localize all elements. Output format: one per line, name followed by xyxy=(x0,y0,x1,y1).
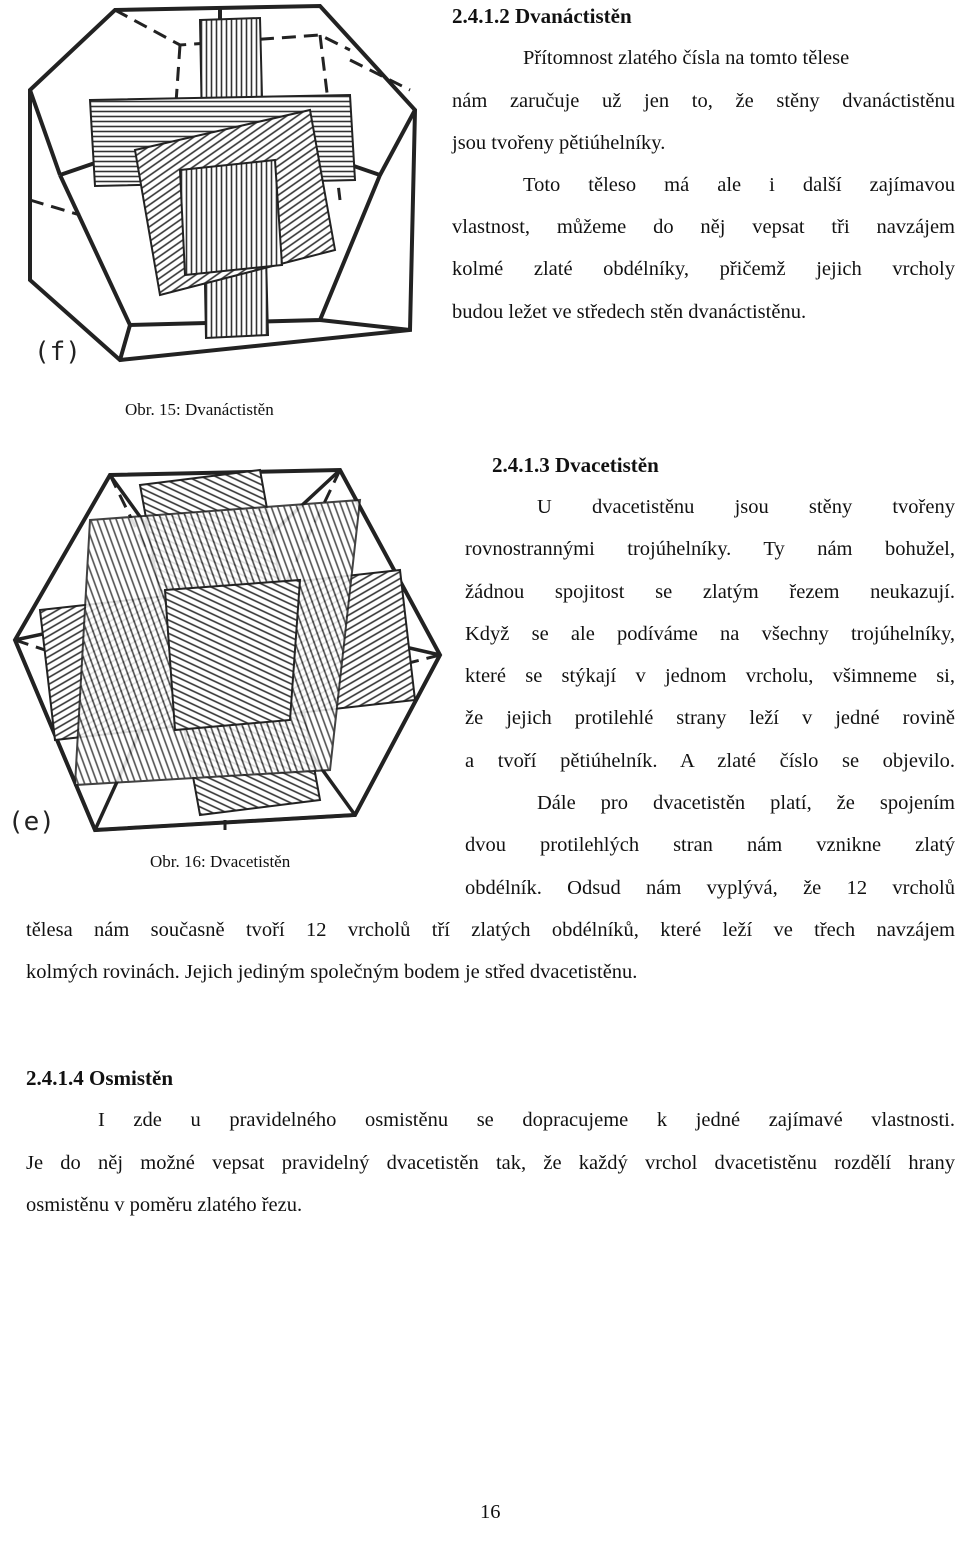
paragraph-line: Dále pro dvacetistěn platí, že spojením xyxy=(537,792,955,814)
paragraph-line: Přítomnost zlatého čísla na tomto tělese xyxy=(523,47,850,69)
figure-icosahedron-label: (e) xyxy=(8,807,55,837)
figure-caption-dodecahedron: Obr. 15: Dvanáctistěn xyxy=(125,400,274,419)
paragraph-line: osmistěnu v poměru zlatého řezu. xyxy=(26,1194,303,1216)
figure-icosahedron xyxy=(0,440,448,840)
heading-dodecahedron: 2.4.1.2 Dvanáctistěn xyxy=(452,4,632,28)
paragraph-line: že jejich protilehlé strany leží v jedné rovině xyxy=(465,707,955,729)
paragraph-line: vlastnost, můžeme do něj vepsat tři navzájem xyxy=(452,216,955,238)
paragraph-line: rovnostrannými trojúhelníky. Ty nám bohužel, xyxy=(465,538,955,560)
figure-dodecahedron xyxy=(20,0,432,372)
heading-octahedron: 2.4.1.4 Osmistěn xyxy=(26,1066,173,1090)
paragraph-line: obdélník. Odsud nám vyplývá, že 12 vrcholů xyxy=(465,877,955,899)
paragraph-line: tělesa nám současně tvoří 12 vrcholů tří zlatých obdélníků, které leží ve třech navzájem xyxy=(26,919,955,941)
paragraph-line: I zde u pravidelného osmistěnu se dopracujeme k jedné zajímavé vlastnosti. xyxy=(98,1109,955,1131)
paragraph-line: které se stýkají v jednom vrcholu, všimneme si, xyxy=(465,665,955,687)
paragraph-line: budou ležet ve středech stěn dvanáctistěnu. xyxy=(452,301,807,323)
heading-icosahedron: 2.4.1.3 Dvacetistěn xyxy=(492,453,659,477)
paragraph-line: kolmé zlaté obdélníky, přičemž jejich vrcholy xyxy=(452,258,955,280)
figure-caption-icosahedron: Obr. 16: Dvacetistěn xyxy=(150,852,291,871)
paragraph-line: jsou tvořeny pětiúhelníky. xyxy=(452,132,666,154)
paragraph-line: Toto těleso má ale i další zajímavou xyxy=(523,174,955,196)
paragraph-line: U dvacetistěnu jsou stěny tvořeny xyxy=(537,496,955,518)
page-number: 16 xyxy=(480,1501,501,1523)
paragraph-line: dvou protilehlých stran nám vznikne zlatý xyxy=(465,834,955,856)
paragraph-line: žádnou spojitost se zlatým řezem neukazují. xyxy=(465,581,955,603)
paragraph-line: kolmých rovinách. Jejich jediným společným bodem je střed dvacetistěnu. xyxy=(26,961,638,983)
paragraph-line: Když se ale podíváme na všechny trojúhelníky, xyxy=(465,623,955,645)
paragraph-line: Je do něj možné vepsat pravidelný dvacetistěn tak, že každý vrchol dvacetistěnu rozdělí hrany xyxy=(26,1152,955,1174)
paragraph-line: a tvoří pětiúhelník. A zlaté číslo se objevilo. xyxy=(465,750,955,772)
paragraph-line: nám zaručuje už jen to, že stěny dvanáctistěnu xyxy=(452,90,955,112)
figure-dodecahedron-label: (f) xyxy=(34,337,81,367)
